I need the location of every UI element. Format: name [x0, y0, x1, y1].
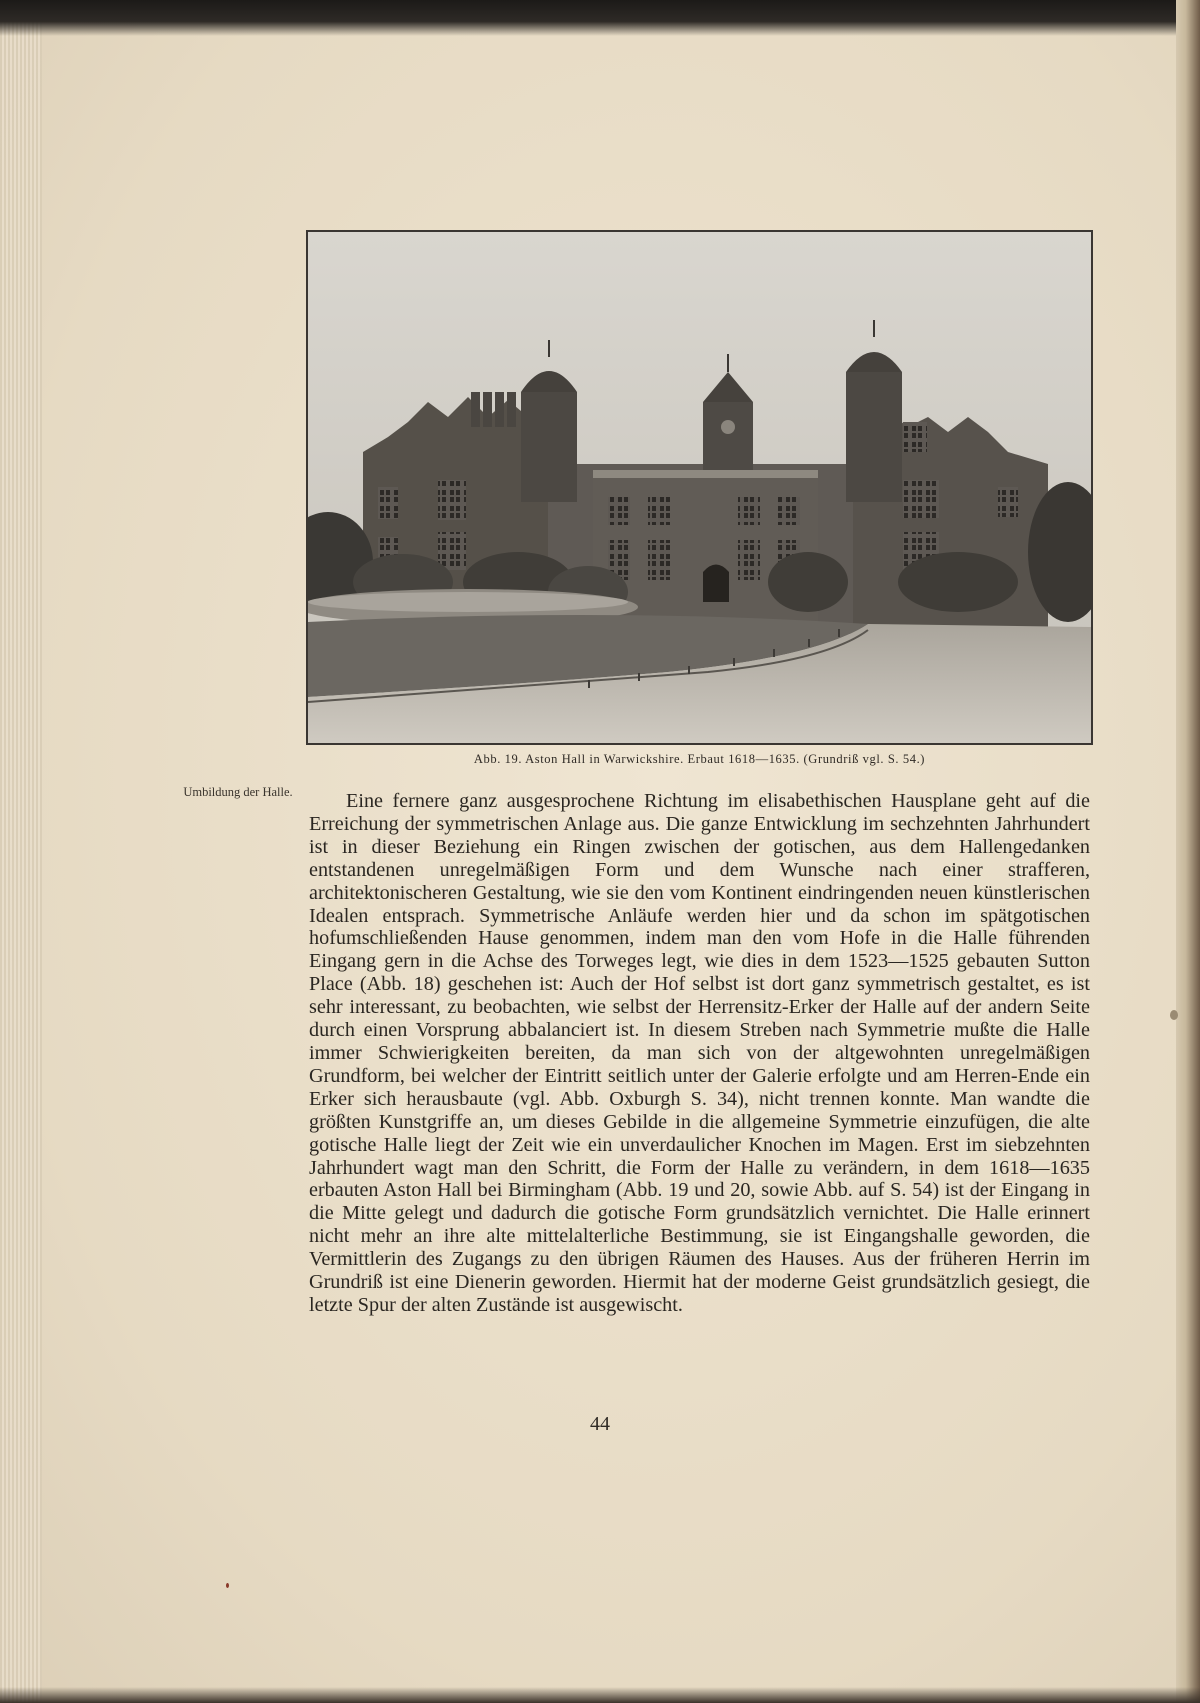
- page-stack-edge: [0, 0, 42, 1703]
- body-text: [309, 790, 1090, 1317]
- paragraph: Eine fernere ganz ausgesprochene Richtung im elisabethischen Hausplane geht auf die Erreichung der symmetrischen Anlage aus. Die ganze Entwicklung im sechzehnten Jahrhundert ist in dieser Beziehung ein Ringen zwischen der gotischen, aus dem Hallengedanken entstandenen unregelmäßigen Form und dem Wunsche nach einer strafferen, architektonischeren Gestaltung, wie sie den vom Kontinent eindringenden neuen künstlerischen Idealen entsprach. Symmetrische Anläufe werden hier und da schon im spätgotischen hofumschließenden Hause genommen, indem man den vom Hofe in die Halle führenden Eingang gern in die Achse des Torweges legt, wie dies in dem 1523—1525 gebauten Sutton Place (Abb. 18) geschehen ist: Auch der Hof selbst ist dort ganz symmetrisch gestaltet, es ist sehr interessant, zu beobachten, wie selbst der Herrensitz-Erker der Halle auf der andern Seite durch einen Vorsprung abbalanciert ist. In diesem Streben nach Symmetrie mußte die Halle immer Schwierigkeiten bereiten, da man sich von der altgewohnten unregelmäßigen Grundform, bei welcher der Eintritt seitlich unter der Galerie erfolgte und am Herren-Ende ein Erker sich herausbaute (vgl. Abb. Oxburgh S. 34), nicht trennen konnte. Man wandte die größten Kunstgriffe an, um dieses Gebilde in die allgemeine Symmetrie einzufügen, die alte gotische Halle liegt der Zeit wie ein unverdaulicher Knochen im Magen. Erst im siebzehnten Jahrhundert wagt man den Schritt, die Form der Halle zu verändern, in dem 1618—1635 erbauten Aston Hall bei Birmingham (Abb. 19 und 20, sowie Abb. auf S. 54) ist der Eingang in die Mitte gelegt und dadurch die gotische Form grundsätzlich vernichtet. Die Halle erinnert nicht mehr an ihre alte mittelalterliche Bestimmung, sie ist Eingangshalle geworden, die Vermittlerin des Zugangs zu den übrigen Räumen des Hauses. Aus der früheren Herrin im Grundriß ist eine Dienerin geworden. Hiermit hat der moderne Geist grundsätzlich gesiegt, die letzte Spur der alten Zustände ist ausgewischt.: [309, 790, 1090, 1316]
- figure-photograph: [306, 230, 1093, 745]
- page-right-edge: [1176, 0, 1200, 1703]
- page-bottom-edge: [0, 1687, 1200, 1703]
- margin-note: Umbildung der Halle.: [183, 785, 293, 799]
- paper-speck: [1170, 1010, 1178, 1020]
- binding-top-edge: [0, 0, 1200, 36]
- aston-hall-photo: [308, 232, 1091, 743]
- paper-speck: [226, 1583, 229, 1588]
- page-number: 44: [590, 1413, 610, 1435]
- figure-caption: Abb. 19. Aston Hall in Warwickshire. Erbaut 1618—1635. (Grundriß vgl. S. 54.): [473, 752, 926, 766]
